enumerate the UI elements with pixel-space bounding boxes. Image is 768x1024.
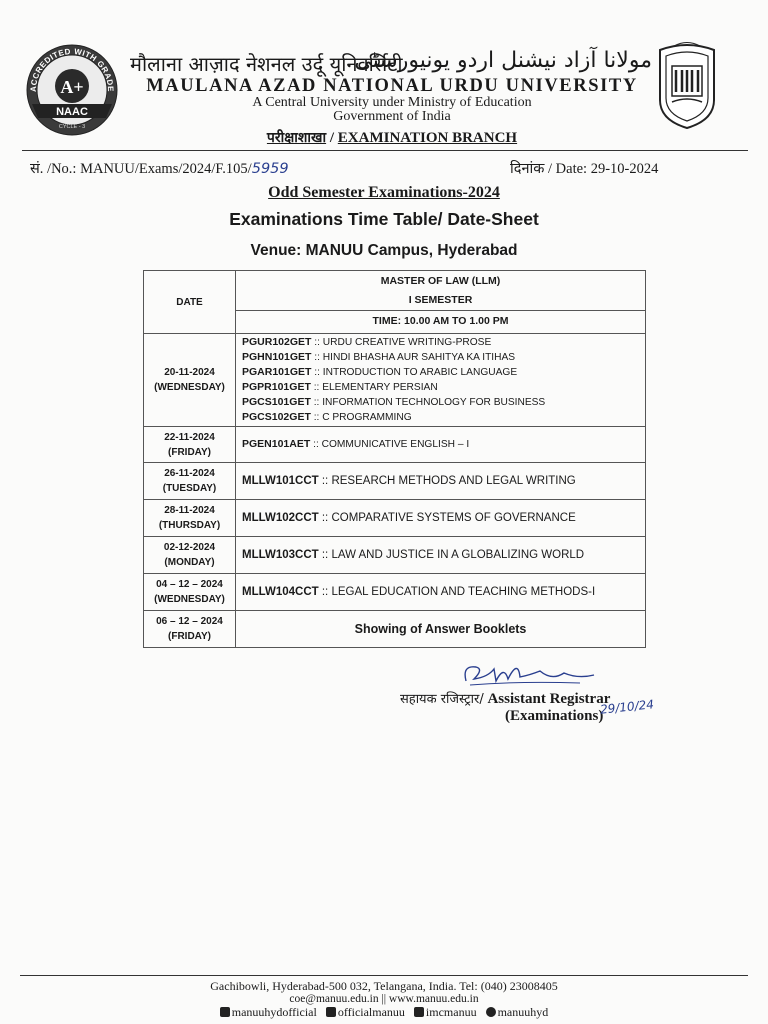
course-line (242, 365, 645, 380)
row-date-cell (144, 427, 236, 463)
university-subtitle: A Central University under Ministry of Education (252, 95, 532, 110)
row-date-cell (144, 334, 236, 427)
row-date: 26-11-2024 (164, 468, 215, 479)
row-course-cell (236, 334, 646, 427)
row-day: (WEDNESDAY) (154, 382, 225, 393)
course-code: PGAR101GET (242, 366, 312, 378)
social-handle: manuuhyd (497, 1005, 549, 1019)
twitter-icon (326, 1007, 336, 1017)
table-row (144, 500, 646, 537)
footer-address: Gachibowli, Hyderabad-500 032, Telangana, India. Tel: (040) 23008405 (210, 979, 558, 993)
course-title: URDU CREATIVE WRITING-PROSE (322, 337, 492, 348)
course-title: INTRODUCTION TO ARABIC LANGUAGE (322, 367, 518, 378)
row-course-cell (236, 537, 646, 574)
row-day: (TUESDAY) (162, 483, 217, 494)
course-separator: :: (310, 439, 322, 450)
issue-date-label: दिनांक / Date: (510, 161, 591, 177)
branch-hindi: परीक्षाशाखा (266, 130, 327, 146)
row-course-cell (236, 500, 646, 537)
naac-seal-top-text: ACCREDITED WITH GRADE (28, 46, 116, 93)
university-name-hindi: मौलाना आज़ाद नेशनल उर्दू यूनिवर्सिटी (130, 52, 403, 76)
course-separator: :: (318, 474, 332, 487)
branch-english: EXAMINATION BRANCH (337, 130, 518, 146)
semester-name: I SEMESTER (408, 294, 473, 306)
row-day: (FRIDAY) (168, 631, 211, 642)
course-line (242, 410, 645, 425)
course-line (242, 585, 645, 600)
naac-seal (24, 42, 120, 138)
signature-handwritten-date: 29/10/24 (599, 697, 655, 717)
course-title: COMMUNICATIVE ENGLISH – I (321, 439, 470, 450)
course-title: RESEARCH METHODS AND LEGAL WRITING (331, 474, 576, 487)
course-separator: :: (310, 412, 323, 423)
row-day: (WEDNESDAY) (154, 594, 225, 605)
course-separator: :: (311, 337, 323, 348)
row-course-cell (236, 463, 646, 500)
course-line (242, 437, 645, 452)
course-title: LEGAL EDUCATION AND TEACHING METHODS-I (331, 585, 596, 598)
exam-session-title: Odd Semester Examinations-2024 (268, 184, 500, 201)
footer-social (0, 1005, 768, 1020)
timetable-title: Examinations Time Table/ Date-Sheet (229, 209, 539, 229)
course-title: COMPARATIVE SYSTEMS OF GOVERNANCE (331, 511, 576, 524)
course-code: PGHN101GET (242, 351, 312, 363)
social-handle: manuuhydofficial (231, 1005, 317, 1019)
row-day: (THURSDAY) (158, 520, 221, 531)
course-line (242, 380, 645, 395)
signatory-title-english: Assistant Registrar (483, 691, 611, 707)
course-title: ELEMENTARY PERSIAN (322, 382, 438, 393)
row-date: 22-11-2024 (164, 431, 215, 443)
table-header-row (144, 271, 646, 334)
table-row (144, 537, 646, 574)
signatory-dept: (Examinations) (505, 708, 604, 724)
university-name-urdu: مولانا آزاد نیشنل اردو یونیورسٹی (354, 48, 652, 73)
course-code: MLLW101CCT (242, 474, 319, 487)
manuu-logo (654, 40, 720, 130)
course-line (242, 335, 645, 350)
social-youtube[interactable] (414, 1005, 477, 1020)
issue-date-value: 29-10-2024 (590, 161, 659, 177)
timetable (143, 270, 646, 648)
course-separator: :: (310, 397, 323, 408)
issue-date (510, 158, 658, 178)
facebook-icon (220, 1007, 230, 1017)
answer-booklets-note: Showing of Answer Booklets (236, 611, 646, 648)
row-date: 20-11-2024 (164, 367, 215, 378)
row-day: (FRIDAY) (168, 446, 211, 458)
row-date: 04 – 12 – 2024 (156, 579, 223, 590)
row-date-cell (144, 574, 236, 611)
course-code: MLLW103CCT (242, 548, 319, 561)
examination-branch (128, 128, 656, 147)
course-line (242, 511, 645, 526)
row-date-cell (144, 463, 236, 500)
course-separator: :: (318, 585, 332, 598)
course-code: PGEN101AET (242, 438, 311, 450)
course-code: PGCS102GET (242, 411, 311, 423)
course-title: C PROGRAMMING (322, 412, 412, 423)
naac-label: NAAC (56, 106, 88, 118)
row-date: 28-11-2024 (164, 505, 215, 516)
course-code: PGUR102GET (242, 336, 312, 348)
handwritten-signature (460, 657, 600, 693)
course-line (242, 548, 645, 563)
social-instagram[interactable] (486, 1005, 549, 1020)
social-facebook[interactable] (220, 1005, 317, 1020)
row-course-cell (236, 427, 646, 463)
course-code: PGCS101GET (242, 396, 311, 408)
row-date-cell (144, 611, 236, 648)
naac-cycle: CYCLE - 3 (58, 124, 86, 130)
course-code: MLLW102CCT (242, 511, 319, 524)
row-date-cell (144, 500, 236, 537)
date-column-header: DATE (144, 271, 236, 334)
reference-handwritten-number: 5959 (251, 161, 289, 177)
university-subtitle-govt: Government of India (333, 109, 451, 124)
signatory-title (400, 689, 610, 708)
course-title: INFORMATION TECHNOLOGY FOR BUSINESS (322, 397, 546, 408)
row-date-cell (144, 537, 236, 574)
venue-title: Venue: MANUU Campus, Hyderabad (250, 242, 518, 259)
table-row (144, 611, 646, 648)
program-header (236, 271, 646, 334)
table-row (144, 463, 646, 500)
row-course-cell (236, 574, 646, 611)
table-row (144, 334, 646, 427)
course-separator: :: (318, 548, 332, 561)
program-name: MASTER OF LAW (LLM) (380, 275, 501, 287)
row-day: (MONDAY) (164, 557, 215, 568)
university-name-english: MAULANA AZAD NATIONAL URDU UNIVERSITY (146, 76, 638, 96)
course-separator: :: (311, 367, 323, 378)
course-separator: :: (310, 382, 323, 393)
reference-number (30, 158, 289, 178)
signatory-title-hindi: सहायक रजिस्ट्रार/ (400, 692, 484, 707)
exam-time: TIME: 10.00 AM TO 1.00 PM (236, 310, 645, 332)
naac-grade: A+ (60, 77, 84, 97)
course-line (242, 395, 645, 410)
table-row (144, 427, 646, 463)
course-separator: :: (318, 511, 332, 524)
course-line (242, 474, 645, 489)
table-row (144, 574, 646, 611)
header-divider (22, 150, 748, 151)
course-line (242, 350, 645, 365)
course-separator: :: (311, 352, 323, 363)
course-code: PGPR101GET (242, 381, 311, 393)
footer-divider (20, 975, 748, 976)
reference-label: सं. /No.: MANUU/Exams/2024/F.105/ (30, 161, 252, 177)
row-date: 06 – 12 – 2024 (156, 616, 223, 627)
social-twitter[interactable] (326, 1005, 405, 1020)
instagram-icon (486, 1007, 496, 1017)
branch-separator: / (326, 130, 338, 146)
course-title: HINDI BHASHA AUR SAHITYA KA ITIHAS (322, 352, 516, 363)
course-code: MLLW104CCT (242, 585, 319, 598)
footer-contact: coe@manuu.edu.in || www.manuu.edu.in (289, 993, 479, 1005)
row-date: 02-12-2024 (163, 542, 216, 553)
social-handle: officialmanuu (337, 1005, 405, 1019)
course-title: LAW AND JUSTICE IN A GLOBALIZING WORLD (331, 548, 585, 561)
social-handle: imcmanuu (425, 1005, 477, 1019)
youtube-icon (414, 1007, 424, 1017)
